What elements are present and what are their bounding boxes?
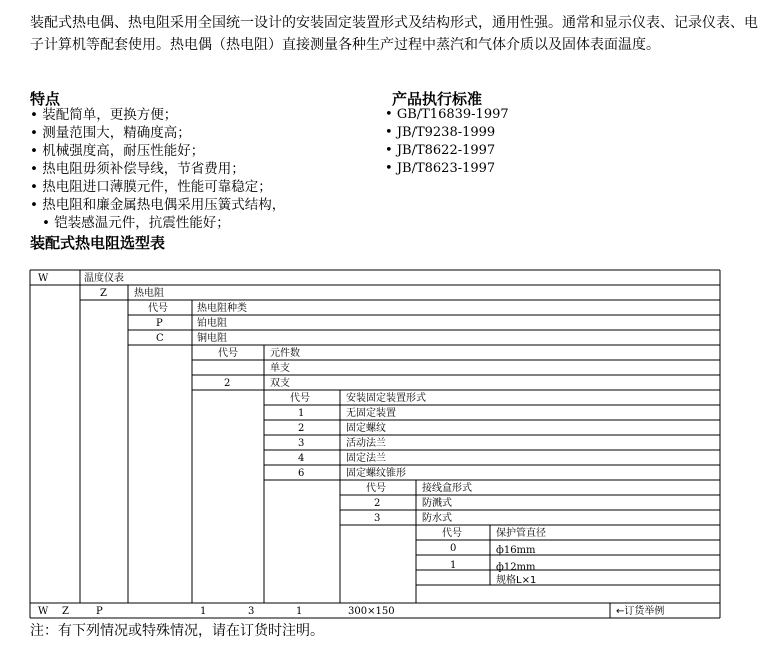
code-z: Z bbox=[100, 288, 107, 299]
header-code: 代号 bbox=[366, 483, 386, 494]
label-copper: 铜电阻 bbox=[197, 333, 227, 344]
example-label: ←订货举例 bbox=[616, 606, 665, 617]
example-w: W bbox=[38, 606, 49, 617]
example-p: P bbox=[96, 606, 103, 617]
header-code: 代号 bbox=[148, 303, 168, 314]
example-1b: 1 bbox=[296, 606, 303, 617]
standard-item: • JB/T8622-1997 bbox=[385, 142, 509, 160]
feature-item: • 机械强度高，耐压性能好； bbox=[30, 142, 285, 160]
code-m2: 2 bbox=[298, 423, 305, 434]
code-m3: 3 bbox=[298, 438, 305, 449]
standard-item: • JB/T8623-1997 bbox=[385, 160, 509, 178]
label-fixed-thread: 固定螺纹 bbox=[346, 423, 386, 434]
header-code: 代号 bbox=[290, 393, 310, 404]
label-temp-instrument: 温度仪表 bbox=[84, 273, 124, 284]
feature-item: • 铠装感温元件，抗震性能好； bbox=[30, 214, 285, 232]
label-no-fixing: 无固定装置 bbox=[346, 408, 396, 419]
label-single: 单支 bbox=[270, 363, 290, 374]
label-movable-flange: 活动法兰 bbox=[346, 438, 386, 449]
feature-item: • 装配简单，更换方便； bbox=[30, 106, 285, 124]
code-m6: 6 bbox=[298, 468, 305, 479]
code-w: W bbox=[38, 273, 49, 284]
code-d0: 0 bbox=[450, 543, 457, 554]
header-code: 代号 bbox=[442, 528, 462, 539]
table-title: 装配式热电阻选型表 bbox=[30, 234, 166, 252]
feature-item: • 热电阻毋须补偿导线，节省费用； bbox=[30, 160, 285, 178]
feature-item: • 测量范围大，精确度高； bbox=[30, 124, 285, 142]
feature-item: • 热电阻进口薄膜元件，性能可靠稳定； bbox=[30, 178, 285, 196]
label-16mm: ф16mm bbox=[496, 545, 536, 556]
label-waterproof: 防水式 bbox=[422, 513, 452, 524]
label-platinum: 铂电阻 bbox=[197, 318, 227, 329]
standards-title: 产品执行标准 bbox=[392, 90, 483, 108]
code-m4: 4 bbox=[298, 453, 305, 464]
example-size: 300×150 bbox=[348, 606, 395, 617]
features-title: 特点 bbox=[30, 90, 61, 108]
label-fixed-flange: 固定法兰 bbox=[346, 453, 386, 464]
example-1: 1 bbox=[200, 606, 207, 617]
label-splashproof: 防溅式 bbox=[422, 498, 452, 509]
header-code: 代号 bbox=[218, 348, 238, 359]
header-mounting: 安装固定装置形式 bbox=[346, 393, 426, 404]
label-12mm: ф12mm bbox=[496, 562, 536, 573]
label-double: 双支 bbox=[270, 378, 290, 389]
label-fixed-thread-cone: 固定螺纹锥形 bbox=[346, 468, 406, 479]
example-3: 3 bbox=[248, 606, 255, 617]
example-z: Z bbox=[62, 606, 69, 617]
code-p: P bbox=[156, 318, 163, 329]
standard-item: • GB/T16839-1997 bbox=[385, 106, 509, 124]
header-pipe-diameter: 保护管直径 bbox=[496, 528, 546, 539]
intro-paragraph: 装配式热电偶、热电阻采用全国统一设计的安装固定装置形式及结构形式，通用性强。通常和显示仪表、记录仪表、电子计算机等配套使用。热电偶（热电阻）直接测量各种生产过程中蒸汽和气体介质以及固体表面温度。 bbox=[30, 15, 758, 53]
header-element-count: 元件数 bbox=[270, 348, 300, 359]
standard-item: • JB/T9238-1999 bbox=[385, 124, 509, 142]
code-b2: 2 bbox=[374, 498, 381, 509]
header-junction-box: 接线盒形式 bbox=[422, 483, 472, 494]
code-c: C bbox=[156, 333, 164, 344]
feature-item: • 热电阻和廉金属热电偶采用压簧式结构， bbox=[30, 196, 285, 214]
code-b3: 3 bbox=[374, 513, 381, 524]
header-rtd-type: 热电阻种类 bbox=[197, 303, 247, 314]
code-2: 2 bbox=[224, 378, 231, 389]
label-rtd: 热电阻 bbox=[134, 288, 164, 299]
footnote: 注：有下列情况或特殊情况，请在订货时注明。 bbox=[30, 623, 324, 639]
code-d1: 1 bbox=[450, 560, 457, 571]
label-spec: 规格L×1 bbox=[496, 575, 537, 586]
code-m1: 1 bbox=[298, 408, 305, 419]
